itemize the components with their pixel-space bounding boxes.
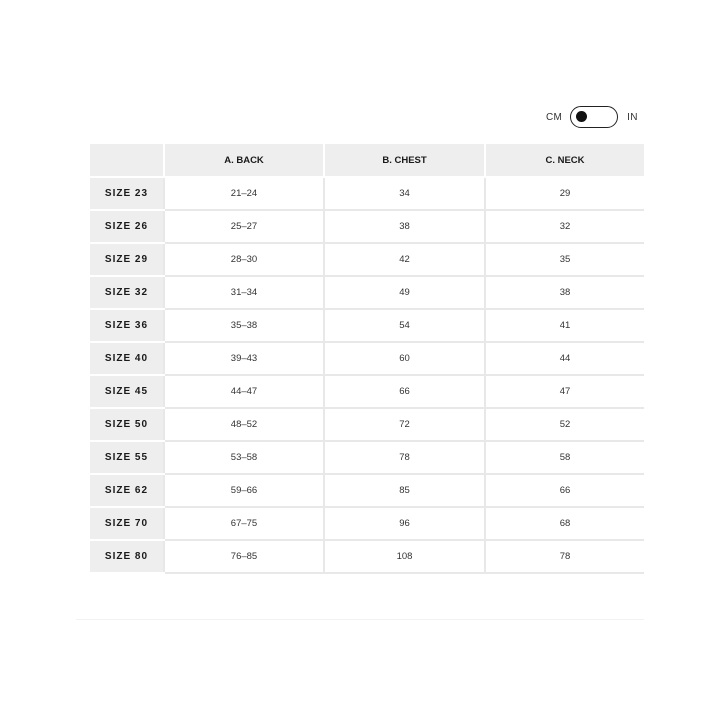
chest-value-cell: 72 <box>324 408 485 441</box>
table-row <box>90 342 644 375</box>
neck-value-cell: 38 <box>485 276 644 309</box>
header-corner-cell <box>90 144 164 177</box>
table-row <box>90 375 644 408</box>
chest-value-cell: 66 <box>324 375 485 408</box>
neck-value-cell: 35 <box>485 243 644 276</box>
unit-switch[interactable] <box>570 106 618 128</box>
table-header-row <box>90 144 644 177</box>
back-value-cell: 59–66 <box>164 474 324 507</box>
neck-value-cell: 32 <box>485 210 644 243</box>
back-value-cell: 35–38 <box>164 309 324 342</box>
neck-value-cell: 52 <box>485 408 644 441</box>
table-row <box>90 474 644 507</box>
unit-label-in[interactable]: IN <box>627 111 638 123</box>
table-row <box>90 441 644 474</box>
neck-value-cell: 58 <box>485 441 644 474</box>
table-body <box>90 177 644 573</box>
header-neck: C. NECK <box>485 144 644 177</box>
chest-value-cell: 54 <box>324 309 485 342</box>
unit-label-cm[interactable]: CM <box>546 111 563 123</box>
chest-value-cell: 34 <box>324 177 485 210</box>
neck-value-cell: 44 <box>485 342 644 375</box>
size-label-cell: SIZE 36 <box>90 309 164 342</box>
table-row <box>90 507 644 540</box>
neck-value-cell: 41 <box>485 309 644 342</box>
switch-knob <box>576 111 587 122</box>
header-back: A. BACK <box>164 144 324 177</box>
back-value-cell: 31–34 <box>164 276 324 309</box>
size-label-cell: SIZE 62 <box>90 474 164 507</box>
size-label-cell: SIZE 70 <box>90 507 164 540</box>
chest-value-cell: 96 <box>324 507 485 540</box>
chest-value-cell: 108 <box>324 540 485 573</box>
chest-value-cell: 85 <box>324 474 485 507</box>
neck-value-cell: 29 <box>485 177 644 210</box>
neck-value-cell: 68 <box>485 507 644 540</box>
table-row <box>90 540 644 573</box>
table-row <box>90 309 644 342</box>
back-value-cell: 21–24 <box>164 177 324 210</box>
back-value-cell: 67–75 <box>164 507 324 540</box>
size-label-cell: SIZE 45 <box>90 375 164 408</box>
table-row <box>90 243 644 276</box>
size-label-cell: SIZE 55 <box>90 441 164 474</box>
back-value-cell: 48–52 <box>164 408 324 441</box>
footer-divider <box>76 619 644 620</box>
size-label-cell: SIZE 32 <box>90 276 164 309</box>
size-label-cell: SIZE 40 <box>90 342 164 375</box>
size-label-cell: SIZE 29 <box>90 243 164 276</box>
back-value-cell: 53–58 <box>164 441 324 474</box>
back-value-cell: 39–43 <box>164 342 324 375</box>
neck-value-cell: 66 <box>485 474 644 507</box>
size-label-cell: SIZE 50 <box>90 408 164 441</box>
chest-value-cell: 78 <box>324 441 485 474</box>
back-value-cell: 44–47 <box>164 375 324 408</box>
size-label-cell: SIZE 23 <box>90 177 164 210</box>
back-value-cell: 76–85 <box>164 540 324 573</box>
neck-value-cell: 47 <box>485 375 644 408</box>
chest-value-cell: 42 <box>324 243 485 276</box>
chest-value-cell: 49 <box>324 276 485 309</box>
table-row <box>90 276 644 309</box>
size-label-cell: SIZE 26 <box>90 210 164 243</box>
chest-value-cell: 60 <box>324 342 485 375</box>
table-row <box>90 408 644 441</box>
size-chart-table <box>90 144 644 574</box>
unit-toggle <box>546 104 638 130</box>
chest-value-cell: 38 <box>324 210 485 243</box>
size-label-cell: SIZE 80 <box>90 540 164 573</box>
header-chest: B. CHEST <box>324 144 485 177</box>
neck-value-cell: 78 <box>485 540 644 573</box>
back-value-cell: 28–30 <box>164 243 324 276</box>
table-row <box>90 210 644 243</box>
back-value-cell: 25–27 <box>164 210 324 243</box>
table-row <box>90 177 644 210</box>
